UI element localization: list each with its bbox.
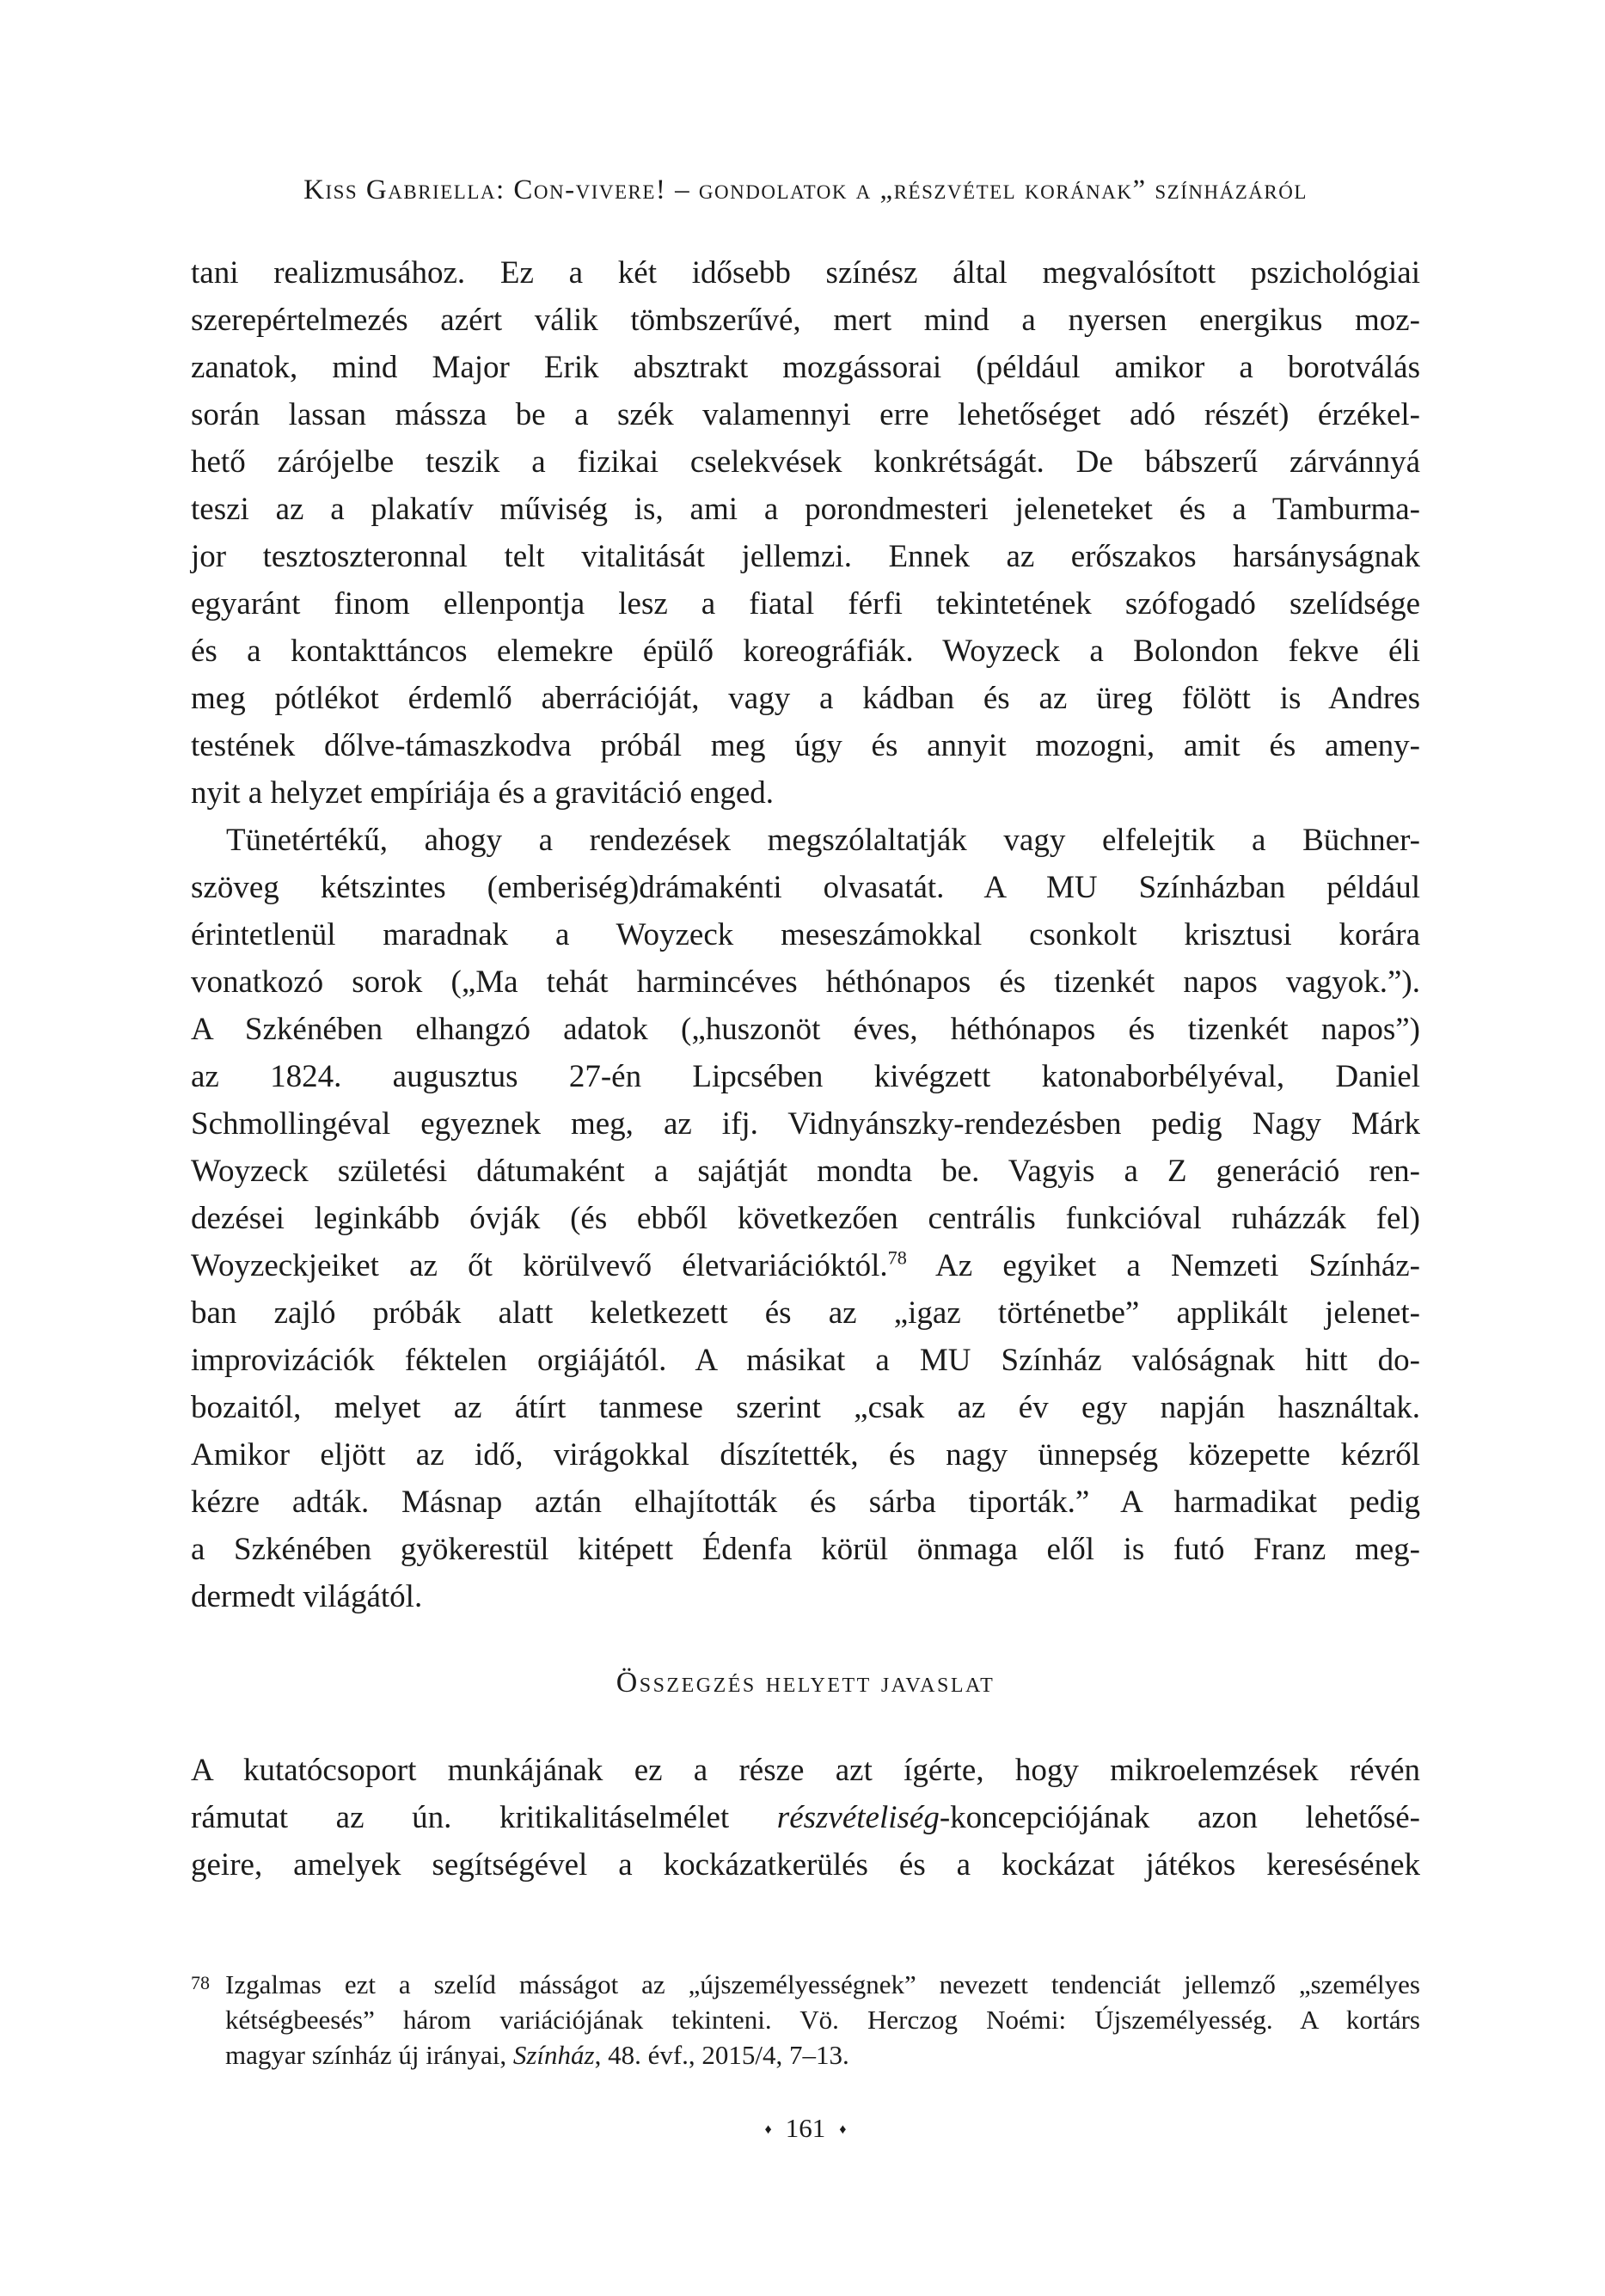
text-line xyxy=(191,675,1420,722)
text-line xyxy=(225,2002,1420,2037)
footnote-text xyxy=(225,1967,1420,2073)
page-ornament-left-icon: ♦ xyxy=(764,2122,772,2138)
text-run: kétségbeesés” három variációjának tekinteni. Vö. Herczog Noémi: Újszemélyesség. A kortárs xyxy=(225,2005,1420,2035)
text-run: vonatkozó sorok („Ma tehát harmincéves héthónapos és tizenkét napos vagyok.”). xyxy=(191,964,1420,1000)
text-line xyxy=(191,1195,1420,1242)
text-run: A Szkénében elhangzó adatok („huszonöt éves, héthónapos és tizenkét napos”) xyxy=(191,1012,1420,1047)
text-line xyxy=(225,2037,1420,2073)
footnote-marker: 78 xyxy=(191,1972,210,1993)
italic-text: Színház xyxy=(512,2040,595,2070)
footnote xyxy=(191,1967,1420,2073)
text-run: dermedt világától. xyxy=(191,1579,423,1614)
text-line xyxy=(191,486,1420,533)
text-line xyxy=(191,817,1420,864)
text-run: Schmollingéval egyeznek meg, az ifj. Vidnyánszky-rendezésben pedig Nagy Márk xyxy=(191,1106,1420,1142)
text-line xyxy=(191,1526,1420,1573)
text-run: rámutat az ún. kritikalitáselmélet xyxy=(191,1800,777,1835)
text-line xyxy=(191,533,1420,580)
text-run: kézre adták. Másnap aztán elhajították és sárba tiporták.” A harmadikat pedig xyxy=(191,1485,1420,1520)
text-run: magyar színház új irányai, xyxy=(225,2040,513,2070)
page-number xyxy=(191,2110,1420,2148)
text-run: meg pótlékot érdemlő aberrációját, vagy a kádban és az üreg fölött is Andres xyxy=(191,681,1420,716)
text-run: , 48. évf., 2015/4, 7–13. xyxy=(594,2040,849,2070)
text-run: Woyzeck születési dátumaként a sajátját mondta be. Vagyis a Z generáció ren- xyxy=(191,1154,1420,1189)
text-line xyxy=(191,1148,1420,1195)
section-heading: Összegzés helyett javaslat xyxy=(616,1667,995,1699)
text-line xyxy=(191,391,1420,438)
text-run: dezései leginkább óvják (és ebből következően centrális funkcióval ruházzák fel) xyxy=(191,1201,1420,1236)
text-line xyxy=(191,1337,1420,1384)
text-run: Amikor eljött az idő, virágokkal díszítették, és nagy ünnepség közepette kézről xyxy=(191,1437,1420,1473)
text-line xyxy=(191,438,1420,486)
text-run: nyit a helyzet empíriája és a gravitáció enged. xyxy=(191,775,775,811)
text-run: Woyzeckjeiket az őt körülvevő életvariációktól. xyxy=(191,1248,888,1283)
footnote-ref: 78 xyxy=(887,1246,907,1269)
body-text-after-heading xyxy=(191,1747,1420,1889)
text-line xyxy=(191,958,1420,1006)
text-run: -koncepciójának azon lehetősé- xyxy=(939,1800,1421,1835)
text-line xyxy=(191,344,1420,391)
running-header: Kiss Gabriella: Con-vivere! – gondolatok a „részvétel korának” színházáról xyxy=(303,174,1308,205)
text-line xyxy=(191,1289,1420,1337)
text-line xyxy=(191,1100,1420,1148)
text-line xyxy=(191,1479,1420,1526)
text-run: Tünetértékű, ahogy a rendezések megszólaltatják vagy elfelejtik a Büchner- xyxy=(226,823,1420,858)
text-run: ban zajló próbák alatt keletkezett és az „igaz történetbe” applikált jelenet- xyxy=(191,1295,1420,1331)
text-line xyxy=(191,297,1420,344)
text-run: geire, amelyek segítségével a kockázatkerülés és a kockázat játékos keresésének xyxy=(191,1847,1420,1883)
text-line xyxy=(191,722,1420,769)
text-run: Izgalmas ezt a szelíd másságot az „újszemélyességnek” nevezett tendenciát jellemző „személyes xyxy=(225,1969,1420,1999)
page-number-value: 161 xyxy=(785,2113,826,2143)
text-run: zanatok, mind Major Erik absztrakt mozgássorai (például amikor a borotválás xyxy=(191,350,1420,385)
italic-text: részvételiség xyxy=(776,1800,940,1835)
text-run: egyaránt finom ellenpontja lesz a fiatal férfi tekintetének szófogadó szelídsége xyxy=(191,586,1420,621)
text-run: bozaitól, melyet az átírt tanmese szerint „csak az év egy napján használtak. xyxy=(191,1390,1420,1425)
text-run: szerepértelmezés azért válik tömbszerűvé, mert mind a nyersen energikus moz- xyxy=(191,303,1420,338)
text-run: testének dőlve-támaszkodva próbál meg úgy és annyit mozogni, amit és ameny- xyxy=(191,728,1420,763)
text-line xyxy=(191,249,1420,297)
text-run: szöveg kétszintes (emberiség)drámakénti olvasatát. A MU Színházban például xyxy=(191,870,1420,905)
text-line xyxy=(191,628,1420,675)
text-line xyxy=(191,769,1420,817)
text-line xyxy=(191,911,1420,958)
text-run: tani realizmusához. Ez a két idősebb színész által megvalósított pszichológiai xyxy=(191,255,1420,291)
text-run: során lassan mássza be a szék valamennyi erre lehetőséget adó részét) érzékel- xyxy=(191,397,1420,432)
body-text xyxy=(191,249,1420,1620)
text-run: teszi az a plakatív műviség is, ami a porondmesteri jeleneteket és a Tamburma- xyxy=(191,492,1420,527)
text-run: érintetlenül maradnak a Woyzeck meseszámokkal csonkolt krisztusi korára xyxy=(191,917,1420,952)
text-line xyxy=(225,1967,1420,2002)
text-line xyxy=(191,1053,1420,1100)
text-line xyxy=(191,1794,1420,1841)
text-run: az 1824. augusztus 27-én Lipcsében kivégzett katonaborbélyéval, Daniel xyxy=(191,1059,1420,1094)
text-run: jor tesztoszteronnal telt vitalitását jellemzi. Ennek az erőszakos harsányságnak xyxy=(191,539,1420,574)
text-run: hető zárójelbe teszik a fizikai cselekvések konkrétságát. De bábszerű zárvánnyá xyxy=(191,444,1420,480)
text-line xyxy=(191,1384,1420,1431)
text-line xyxy=(191,1242,1420,1289)
page-ornament-right-icon: ♦ xyxy=(839,2122,847,2138)
text-run: a Szkénében gyökerestül kitépett Édenfa körül önmaga elől is futó Franz meg- xyxy=(191,1532,1420,1567)
text-line xyxy=(191,580,1420,628)
text-run: A kutatócsoport munkájának ez a része azt ígérte, hogy mikroelemzések révén xyxy=(191,1753,1420,1788)
text-line xyxy=(191,1006,1420,1053)
text-run: és a kontakttáncos elemekre épülő koreográfiák. Woyzeck a Bolondon fekve éli xyxy=(191,634,1420,669)
text-line xyxy=(191,1841,1420,1889)
text-run: Az egyiket a Nemzeti Színház- xyxy=(906,1248,1420,1283)
text-line xyxy=(191,1431,1420,1479)
text-run: improvizációk féktelen orgiájától. A másikat a MU Színház valóságnak hitt do- xyxy=(191,1343,1420,1378)
text-line xyxy=(191,1747,1420,1794)
text-line xyxy=(191,1573,1420,1620)
text-line xyxy=(191,864,1420,911)
